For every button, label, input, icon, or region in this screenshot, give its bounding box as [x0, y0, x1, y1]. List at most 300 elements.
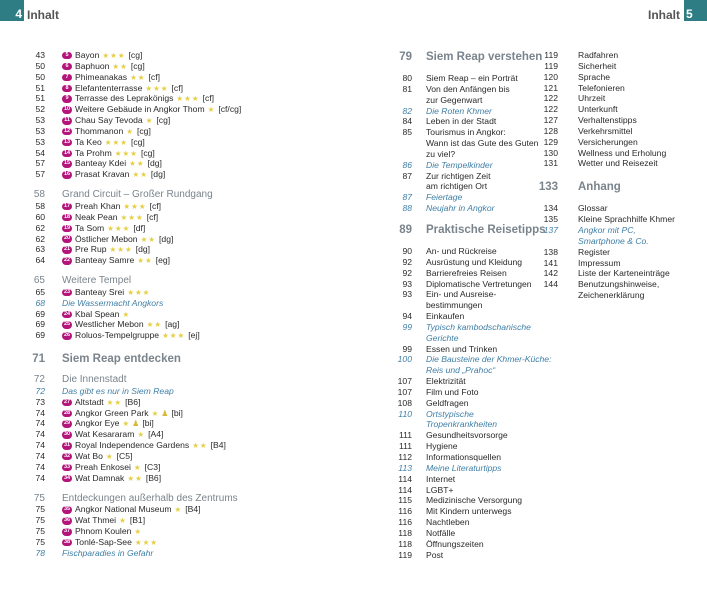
star-rating-icon: ★ — [134, 527, 143, 537]
page-number: 74 — [35, 461, 45, 472]
entry-label: Informationsquellen — [426, 452, 502, 462]
entry-label: Barrierefreies Reisen — [426, 267, 507, 278]
page-number: 50 — [35, 60, 45, 71]
toc-entry[interactable] — [386, 257, 551, 268]
page-number: 112 — [398, 452, 412, 462]
entry-title — [62, 104, 241, 115]
toc-entry[interactable] — [386, 95, 551, 106]
entry-label: Wetter und Reisezeit — [578, 158, 658, 169]
page-number: 99 — [402, 343, 412, 354]
entry-title — [426, 192, 462, 203]
entry-label: Uhrzeit — [578, 93, 606, 104]
page-number: 73 — [35, 396, 45, 407]
entry-title — [62, 72, 160, 83]
toc-entry[interactable] — [530, 50, 675, 61]
page-number: 94 — [402, 311, 412, 322]
info-box-entry[interactable] — [386, 463, 551, 474]
entry-title — [426, 550, 443, 561]
entry-title — [426, 51, 542, 63]
sight-entry[interactable] — [0, 515, 241, 526]
sight-entry[interactable] — [0, 148, 241, 159]
page-number: 64 — [35, 255, 45, 266]
page-number: 75 — [35, 504, 45, 515]
entry-label: Typisch kambodschanische — [426, 321, 531, 332]
info-box-entry[interactable] — [386, 203, 551, 214]
page-number: 118 — [398, 527, 412, 538]
entry-title — [426, 398, 469, 409]
map-reference: [ag] — [165, 319, 180, 330]
toc-entry[interactable] — [386, 474, 551, 485]
toc-entry[interactable] — [530, 258, 675, 269]
sight-entry[interactable] — [0, 255, 241, 266]
sight-entry[interactable] — [0, 72, 241, 83]
sight-number-badge: 8 — [62, 85, 72, 93]
map-reference: [B1] — [129, 515, 146, 526]
entry-label: Ortstypische — [426, 408, 474, 419]
entry-label: Prasat Kravan — [75, 169, 130, 180]
toc-column-middle — [386, 51, 551, 560]
entry-title — [62, 515, 145, 526]
toc-entry[interactable] — [386, 430, 551, 441]
section-heading[interactable] — [0, 375, 241, 386]
page-number: 144 — [543, 279, 558, 290]
entry-label: Glossar — [578, 203, 608, 214]
sight-number-badge: 28 — [63, 409, 71, 416]
entry-title — [62, 548, 153, 559]
toc-entry[interactable] — [386, 181, 551, 192]
map-reference: [cf] — [202, 93, 215, 104]
page-number: 110 — [398, 408, 412, 419]
chapter-heading[interactable] — [386, 51, 551, 63]
sight-number-badge: 20 — [63, 235, 71, 242]
toc-entry[interactable] — [386, 279, 551, 290]
entry-title — [578, 236, 649, 247]
toc-entry[interactable] — [530, 83, 675, 94]
page-number — [386, 138, 412, 149]
entry-title — [578, 214, 675, 225]
star-rating-icon: ★★★ — [114, 148, 138, 158]
star-rating-icon: ★★★ — [102, 51, 126, 60]
toc-entry[interactable] — [386, 344, 551, 355]
star-rating-icon: ★★★ — [162, 331, 186, 341]
entry-title — [62, 148, 155, 159]
entry-title — [62, 429, 163, 440]
toc-entry[interactable] — [386, 268, 551, 279]
entry-title — [426, 409, 474, 420]
map-reference: [cf/cg] — [218, 104, 242, 115]
sight-number-badge: 6 — [62, 63, 72, 71]
sight-entry[interactable] — [0, 440, 241, 451]
toc-entry[interactable] — [530, 115, 675, 126]
page-number: 78 — [35, 547, 45, 558]
page-number: 128 — [543, 125, 558, 136]
toc-entry[interactable] — [386, 539, 551, 550]
info-box-entry[interactable] — [530, 225, 675, 236]
entry-title — [578, 61, 616, 72]
entry-title — [578, 72, 610, 83]
sight-entry[interactable] — [0, 526, 241, 537]
entry-label: Tonlé-Sap-See — [75, 536, 132, 547]
page-number: 74 — [35, 472, 45, 483]
entry-title — [62, 462, 160, 473]
sight-entry[interactable] — [0, 244, 241, 255]
sight-number-badge: 23 — [63, 288, 71, 295]
toc-entry[interactable] — [386, 441, 551, 452]
page-number: 116 — [398, 517, 412, 528]
sight-entry[interactable] — [0, 504, 241, 515]
page-number: 88 — [402, 203, 412, 214]
page-number: 43 — [35, 50, 45, 60]
entry-title — [426, 419, 497, 430]
entry-label: Register — [578, 246, 610, 257]
page-number: 68 — [35, 297, 45, 308]
toc-entry[interactable] — [530, 247, 675, 258]
toc-entry[interactable] — [530, 72, 675, 83]
toc-entry[interactable] — [386, 495, 551, 506]
page-number: 131 — [543, 158, 558, 169]
sight-number-badge: 30 — [63, 431, 71, 438]
entry-label: Die Innenstadt — [62, 374, 127, 386]
entry-label: Mit Kindern unterwegs — [426, 506, 512, 517]
entry-label: Westlicher Mebon — [75, 319, 144, 330]
sight-entry[interactable] — [0, 319, 241, 330]
entry-title — [62, 126, 151, 137]
map-reference: [C3] — [144, 461, 161, 472]
entry-label: Wat Damnak — [75, 472, 125, 483]
sight-number-badge: 17 — [63, 202, 71, 209]
info-box-entry[interactable] — [386, 419, 551, 430]
entry-title — [62, 190, 213, 201]
star-rating-icon: ★★ — [130, 72, 146, 82]
entry-label: Benutzungshinweise, — [578, 279, 660, 290]
page-number: 87 — [402, 170, 412, 181]
entry-title — [426, 333, 458, 344]
sight-entry[interactable] — [0, 83, 241, 94]
page-number: 92 — [402, 256, 412, 267]
entry-label: Royal Independence Gardens — [75, 440, 190, 451]
sight-number-badge: 11 — [62, 117, 72, 125]
entry-title — [578, 158, 658, 169]
page-number: 92 — [402, 267, 412, 278]
page-number: 69 — [35, 319, 45, 330]
sight-entry[interactable] — [0, 137, 241, 148]
entry-title — [62, 223, 145, 234]
toc-entry[interactable] — [530, 158, 675, 169]
page-number: 74 — [35, 429, 45, 440]
toc-entry[interactable] — [530, 203, 675, 214]
star-rating-icon: ★ — [207, 105, 216, 115]
entry-title — [62, 158, 162, 169]
sight-entry[interactable] — [0, 115, 241, 126]
sight-entry[interactable] — [0, 408, 241, 419]
page-number: 93 — [402, 278, 412, 289]
entry-label: Zeichenerklärung — [578, 290, 645, 301]
info-box-entry[interactable] — [0, 548, 241, 559]
toc-entry[interactable] — [386, 116, 551, 127]
toc-entry[interactable] — [530, 93, 675, 104]
info-box-entry[interactable] — [0, 298, 241, 309]
toc-entry[interactable] — [530, 148, 675, 159]
entry-label: Siem Reap verstehen — [426, 51, 543, 63]
page-number: 54 — [35, 147, 45, 158]
star-rating-icon: ★ — [105, 452, 114, 461]
sight-entry[interactable] — [0, 61, 241, 72]
entry-title — [426, 528, 455, 539]
entry-title — [426, 106, 492, 117]
page-number: 130 — [543, 147, 558, 158]
entry-title — [426, 376, 466, 387]
entry-title — [62, 169, 165, 180]
sight-number-badge: 26 — [63, 332, 71, 339]
toc-entry[interactable] — [530, 61, 675, 72]
star-rating-icon: ★★★ — [176, 94, 200, 104]
entry-title — [426, 430, 508, 441]
entry-label: Ein- und Ausreise- — [426, 289, 497, 300]
info-box-entry[interactable] — [386, 333, 551, 344]
section-heading[interactable] — [0, 276, 241, 287]
page-number: 116 — [398, 506, 412, 517]
info-box-entry[interactable] — [386, 106, 551, 117]
entry-title — [426, 344, 497, 355]
entry-label: Neak Pean — [75, 211, 118, 222]
sight-entry[interactable] — [0, 330, 241, 341]
star-rating-icon: ★ — [133, 462, 142, 472]
entry-label: Terrasse des Leprakönigs — [75, 93, 174, 104]
toc-entry[interactable] — [386, 506, 551, 517]
sight-number-badge: 18 — [63, 213, 71, 220]
entry-label: Zur richtigen Zeit — [426, 170, 491, 181]
sight-entry[interactable] — [0, 169, 241, 180]
entry-title — [578, 126, 632, 137]
toc-entry[interactable] — [386, 398, 551, 409]
info-box-entry[interactable] — [386, 322, 551, 333]
page-number: 80 — [402, 73, 412, 83]
star-rating-icon: ★★ — [192, 441, 208, 451]
info-box-entry[interactable] — [0, 386, 241, 397]
sight-entry[interactable] — [0, 158, 241, 169]
page-number: 135 — [543, 214, 558, 225]
toc-entry[interactable] — [386, 73, 551, 84]
page-number: 100 — [397, 354, 412, 365]
toc-entry[interactable] — [386, 528, 551, 539]
page-number: 114 — [398, 473, 412, 484]
entry-title — [578, 104, 618, 115]
entry-label: Tourismus in Angkor: — [426, 127, 506, 138]
entry-label: Feiertage — [426, 192, 463, 203]
entry-label: Reis und „Prahoc“ — [426, 365, 496, 376]
page-number: 75 — [33, 492, 45, 504]
entry-label: Roluos-Tempelgruppe — [75, 330, 160, 341]
page-number: 62 — [35, 222, 45, 233]
star-rating-icon: ★ — [151, 408, 160, 418]
entry-label: Radfahren — [578, 50, 619, 60]
entry-title — [426, 116, 496, 127]
sight-entry[interactable] — [0, 212, 241, 223]
toc-entry[interactable] — [386, 300, 551, 311]
sight-entry[interactable] — [0, 473, 241, 484]
info-box-entry[interactable] — [386, 409, 551, 420]
sight-entry[interactable] — [0, 462, 241, 473]
entry-label: Ta Keo — [75, 136, 102, 147]
star-rating-icon: ★★★ — [104, 137, 128, 147]
star-rating-icon: ★★ — [140, 234, 157, 244]
entry-label: Telefonieren — [578, 82, 625, 93]
page-number: 65 — [33, 275, 45, 287]
chapter-heading[interactable] — [530, 181, 675, 193]
entry-title — [426, 365, 495, 376]
toc-entry[interactable] — [386, 550, 551, 561]
info-box-entry[interactable] — [386, 365, 551, 376]
entry-title — [62, 309, 130, 320]
map-reference: [cg] — [128, 50, 143, 60]
entry-label: Ausrüstung und Kleidung — [426, 256, 523, 267]
page-number: 142 — [543, 268, 558, 279]
star-rating-icon: ★★ — [132, 170, 148, 180]
page-number: 53 — [35, 115, 45, 126]
entry-title — [426, 224, 546, 236]
toc-entry[interactable] — [386, 452, 551, 463]
page-number: 52 — [35, 104, 45, 115]
sight-entry[interactable] — [0, 234, 241, 245]
page-number — [386, 300, 412, 311]
entry-label: Angkor mit PC, — [578, 224, 636, 235]
entry-title — [62, 201, 161, 212]
sight-entry[interactable] — [0, 201, 241, 212]
toc-entry[interactable] — [386, 311, 551, 322]
entry-title — [578, 115, 637, 126]
sight-entry[interactable] — [0, 429, 241, 440]
entry-label: Diplomatische Vertretungen — [426, 278, 532, 289]
star-rating-icon: ★★ — [146, 320, 163, 330]
page-number: 84 — [402, 116, 412, 127]
toc-entry[interactable] — [530, 279, 675, 290]
entry-label: Geldfragen — [426, 397, 469, 408]
toc-entry[interactable] — [386, 127, 551, 138]
entry-title — [62, 61, 145, 72]
info-box-entry[interactable] — [386, 160, 551, 171]
toc-entry[interactable] — [530, 137, 675, 148]
entry-title — [426, 539, 484, 550]
toc-entry[interactable] — [530, 104, 675, 115]
sight-number-badge: 27 — [63, 398, 71, 405]
sight-number-badge: 35 — [63, 506, 71, 513]
sight-entry[interactable] — [0, 309, 241, 320]
entry-label: Leben in der Stadt — [426, 116, 497, 127]
page-number: 119 — [544, 50, 558, 60]
page-number: 74 — [35, 407, 45, 418]
entry-label: Chau Say Tevoda — [75, 115, 143, 126]
page-number: 129 — [543, 136, 558, 147]
toc-entry[interactable] — [386, 387, 551, 398]
entry-label: Weitere Tempel — [62, 275, 132, 287]
entry-label: zur Gegenwart — [426, 94, 483, 105]
sight-number-badge: 15 — [63, 160, 71, 167]
entry-title — [62, 50, 142, 61]
chapter-heading[interactable] — [386, 224, 551, 236]
entry-label: Einkaufen — [426, 311, 465, 322]
map-reference: [bi] — [171, 407, 183, 418]
toc-entry[interactable] — [386, 246, 551, 257]
sight-entry[interactable] — [0, 418, 241, 429]
sight-entry[interactable] — [0, 451, 241, 462]
chapter-heading[interactable] — [0, 353, 241, 365]
page-number: 69 — [35, 330, 45, 341]
info-box-entry[interactable] — [530, 236, 675, 247]
toc-entry[interactable] — [386, 289, 551, 300]
sight-entry[interactable] — [0, 104, 241, 115]
page-number: 89 — [399, 223, 412, 236]
toc-entry[interactable] — [530, 214, 675, 225]
entry-title — [62, 494, 238, 505]
map-reference: [cf] — [149, 200, 162, 211]
sight-number-badge: 16 — [63, 171, 71, 178]
page-number: 108 — [397, 397, 412, 408]
map-reference: [cg] — [130, 136, 145, 147]
map-reference: [B6] — [125, 396, 141, 407]
sight-entry[interactable] — [0, 93, 241, 104]
section-heading[interactable] — [0, 494, 241, 505]
sight-entry[interactable] — [0, 50, 241, 61]
page-number-tab-left: 4 — [0, 0, 24, 21]
star-rating-icon: ★★ — [106, 397, 123, 407]
sight-entry[interactable] — [0, 397, 241, 408]
sight-entry[interactable] — [0, 287, 241, 298]
toc-entry[interactable] — [386, 376, 551, 387]
spacer — [386, 214, 551, 224]
toc-entry[interactable] — [386, 517, 551, 528]
entry-label: Öffnungszeiten — [426, 538, 484, 549]
toc-entry[interactable] — [530, 126, 675, 137]
page-number: 51 — [35, 93, 45, 104]
entry-title — [426, 506, 512, 517]
info-box-entry[interactable] — [386, 192, 551, 203]
entry-label: Wat Kesararam — [75, 429, 135, 440]
toc-entry[interactable] — [386, 138, 551, 149]
sight-number-badge: 31 — [63, 442, 71, 449]
info-box-entry[interactable] — [386, 354, 551, 365]
toc-entry[interactable] — [386, 84, 551, 95]
star-rating-icon: ★★★ — [134, 537, 159, 547]
toc-entry[interactable] — [530, 268, 675, 279]
page-number: 111 — [398, 441, 412, 452]
entry-title — [578, 258, 621, 269]
page-number: 99 — [402, 321, 412, 332]
sight-entry[interactable] — [0, 223, 241, 234]
entry-label: An- und Rückreise — [426, 245, 497, 256]
entry-title — [62, 330, 200, 341]
entry-title — [426, 485, 453, 496]
page-number: 79 — [399, 51, 412, 63]
toc-entry[interactable] — [386, 149, 551, 160]
page-number: 107 — [397, 386, 412, 397]
entry-title — [578, 203, 608, 214]
page-number: 57 — [35, 158, 45, 169]
entry-title — [426, 95, 482, 106]
entry-label: Preah Khan — [75, 200, 121, 211]
sight-entry[interactable] — [0, 126, 241, 137]
toc-entry[interactable] — [386, 171, 551, 182]
star-rating-icon: ★★★ — [109, 245, 133, 255]
sight-entry[interactable] — [0, 537, 241, 548]
entry-label: LGBT+ — [426, 484, 454, 495]
entry-title — [62, 375, 127, 386]
toc-entry[interactable] — [530, 290, 675, 301]
toc-entry[interactable] — [386, 485, 551, 496]
section-heading[interactable] — [0, 190, 241, 201]
entry-title — [62, 440, 226, 451]
entry-label: Siem Reap entdecken — [62, 353, 181, 366]
sight-number-badge: 21 — [63, 246, 71, 253]
